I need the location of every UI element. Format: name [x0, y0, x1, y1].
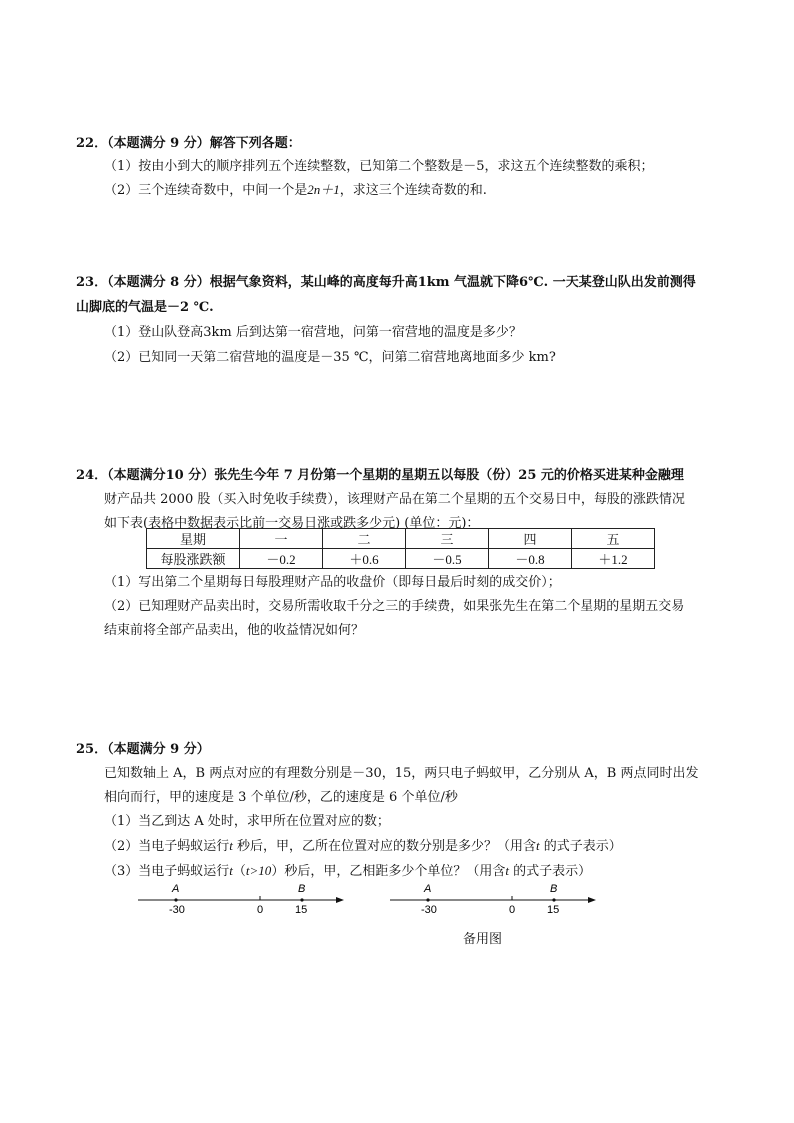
question-22-part-2: [76, 178, 726, 202]
question-24-heading-cont: 财产品共 2000 股（买入时免收手续费），该理财产品在第二个星期的五个交易日中，每股的涨跌情况: [104, 492, 685, 507]
table-cell: ＋0.6: [323, 549, 406, 569]
variable-t: t: [229, 863, 233, 878]
question-24-heading: 24．（本题满分10 分）张先生今年 7 月份第一个星期的星期五以每股（份）25 元的价格买进某种金融理: [76, 468, 684, 483]
question-25-body-cont: 相向而行，甲的速度是 3 个单位/秒，乙的速度是 6 个单位/秒: [104, 790, 458, 805]
question-25-part-3-text-d: 的式子表示）: [508, 864, 592, 879]
table-header-cell: 四: [489, 529, 572, 549]
question-22-part-1: （1）按由小到大的顺序排列五个连续整数，已知第二个整数是－5，求这五个连续整数的乘积；: [104, 159, 654, 174]
question-25-part-2-text-b: 秒后，甲，乙所在位置对应的数分别是多少？（用含: [232, 839, 537, 854]
number-line-main: [136, 880, 348, 920]
question-24-part-2-cont: 结束前将全部产品卖出，他的收益情况如何？: [104, 623, 365, 638]
question-25-part-3-text-c: ）秒后，甲，乙相距多少个单位？（用含: [271, 864, 506, 879]
question-23-heading-cont: 山脚底的气温是－2 ℃.: [76, 300, 214, 315]
variable-t: t: [505, 863, 509, 878]
point-a-dot: [174, 898, 177, 901]
tick-label-a: -30: [421, 904, 437, 916]
axis-arrow-icon: [336, 897, 344, 903]
tick-label-origin: 0: [509, 904, 516, 916]
table-header-cell: 二: [323, 529, 406, 549]
point-a-label: A: [172, 883, 180, 895]
question-25-part-1: （1）当乙到达 A 处时，求甲所在位置对应的数；: [104, 814, 390, 829]
point-a-label: A: [424, 883, 432, 895]
question-24: [76, 464, 726, 536]
tick-label-b: 15: [295, 904, 308, 916]
question-22-part-2-text-a: （2）三个连续奇数中，中间一个是: [104, 183, 308, 198]
question-25-heading: 25．（本题满分 9 分）: [76, 742, 210, 757]
question-24-parts: [76, 571, 726, 643]
question-22-expression: 2n＋1: [307, 182, 340, 197]
table-cell: －0.5: [406, 549, 489, 569]
variable-t: t: [536, 838, 540, 853]
point-b-dot: [552, 898, 555, 901]
table-header-row: [147, 529, 655, 549]
point-b-label: B: [550, 883, 558, 895]
condition-expression: t>10: [245, 863, 272, 878]
question-25-part-3-text-a: （3）当电子蚂蚁运行: [104, 864, 230, 879]
question-25-part-3-text-b: （: [232, 864, 246, 879]
price-change-table: [146, 528, 655, 569]
table-header-cell: 三: [406, 529, 489, 549]
question-24-part-1: （1）写出第二个星期每日每股理财产品的收盘价（即每日最后时刻的成交价）；: [104, 575, 561, 590]
question-23-part-2: （2）已知同一天第二宿营地的温度是－35 ℃，问第二宿营地离地面多少 km?: [104, 350, 556, 365]
table-cell: －0.8: [489, 549, 572, 569]
table-header-cell: 一: [240, 529, 323, 549]
tick-label-b: 15: [547, 904, 560, 916]
question-25-body: 已知数轴上 A，B 两点对应的有理数分别是－30，15，两只电子蚂蚁甲，乙分别从 A，B 两点同时出发: [104, 766, 699, 781]
question-24-part-2: （2）已知理财产品卖出时，交易所需收取千分之三的手续费，如果张先生在第二个星期的星期五交易: [104, 599, 685, 614]
point-b-dot: [300, 898, 303, 901]
table-cell: 每股涨跌额: [147, 549, 240, 569]
table-header-cell: 星期: [147, 529, 240, 549]
question-23: [76, 270, 726, 370]
point-a-dot: [426, 898, 429, 901]
question-25-part-2-text-c: 的式子表示）: [539, 839, 622, 854]
tick-label-origin: 0: [257, 904, 264, 916]
table-row: [147, 549, 655, 569]
question-25-part-2: [76, 834, 726, 859]
question-24-heading-cont-2: 如下表(表格中数据表示比前一交易日涨或跌多少元) (单位：元)：: [104, 516, 480, 531]
question-22: [76, 132, 726, 202]
question-25: [76, 738, 726, 884]
variable-t: t: [229, 838, 233, 853]
axis-arrow-icon: [588, 897, 596, 903]
question-23-part-1: （1）登山队登高3km 后到达第一宿营地，问第一宿营地的温度是多少？: [104, 325, 522, 340]
tick-label-a: -30: [169, 904, 185, 916]
point-b-label: B: [298, 883, 306, 895]
question-25-part-2-text-a: （2）当电子蚂蚁运行: [104, 839, 230, 854]
table-header-cell: 五: [572, 529, 655, 549]
spare-diagram-caption: 备用图: [463, 932, 503, 947]
question-22-part-2-text-b: ，求这三个连续奇数的和.: [339, 183, 487, 198]
table-cell: －0.2: [240, 549, 323, 569]
question-23-heading: 23．（本题满分 8 分）根据气象资料，某山峰的高度每升高1km 气温就下降6℃. 一天某登山队出发前测得: [76, 275, 696, 290]
question-22-heading: 22．（本题满分 9 分）解答下列各题：: [76, 136, 301, 151]
table-cell: ＋1.2: [572, 549, 655, 569]
number-line-spare: [388, 880, 600, 920]
